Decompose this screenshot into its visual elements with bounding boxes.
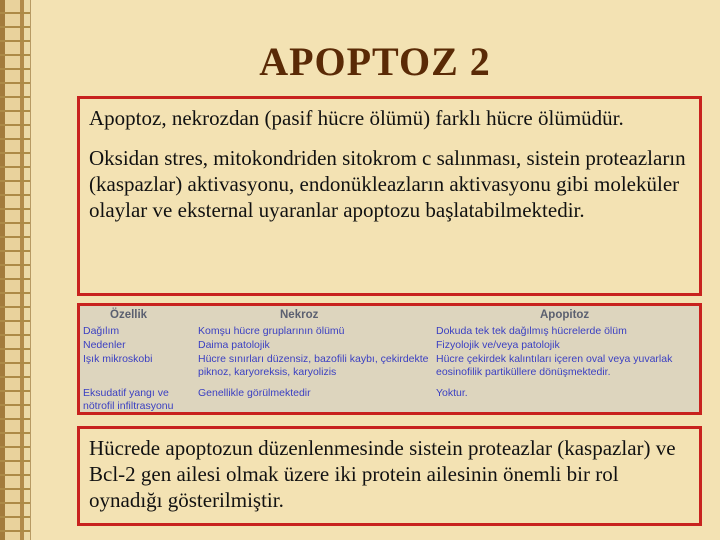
table-cell: Dokuda tek tek dağılmış hücrelerde ölüm: [436, 325, 627, 337]
conclusion-text-box: [77, 426, 702, 526]
table-header-apoptosis: Apopitoz: [540, 309, 590, 321]
paragraph-triggers: Oksidan stres, mitokondriden sitokrom c salınması, sistein proteazların (kaspazlar) aktivasyonu, endonükleazların aktivasyonu gibi moleküler olaylar ve eksternal uyaranlar apoptozu başlatabilmektedir.: [89, 146, 686, 222]
table-cell: Yoktur.: [436, 387, 468, 399]
table-header-necrosis: Nekroz: [280, 309, 319, 321]
table-cell: Daima patolojik: [198, 339, 270, 351]
table-cell: Dağılım: [83, 325, 120, 337]
table-cell: Eksudatif yangı ve nötrofil infiltrasyonu: [83, 387, 174, 412]
table-cell: Işık mikroskobi: [83, 353, 153, 365]
paragraph-definition: Apoptoz, nekrozdan (pasif hücre ölümü) farklı hücre ölümüdür.: [89, 106, 624, 130]
slide-title: APOPTOZ 2: [259, 39, 491, 84]
table-cell: Fizyolojik ve/veya patolojik: [436, 339, 560, 351]
table-cell: Hücre sınırları düzensiz, bazofili kaybı, çekirdekte piknoz, karyoreksis, karyolizis: [198, 353, 429, 378]
table-cell: Hücre çekirdek kalıntıları içeren oval veya yuvarlak eosinofilik partiküllere dönüşmektedir.: [436, 353, 673, 378]
table-cell: Nedenler: [83, 339, 126, 351]
comparison-table-image: [77, 303, 702, 415]
paragraph-regulation: Hücrede apoptozun düzenlenmesinde sistein proteazlar (kaspazlar) ve Bcl-2 gen ailesi olmak üzere iki protein ailesinin önemli bir rol oynadığı gösterilmiştir.: [89, 436, 676, 512]
table-cell: Genellikle görülmektedir: [198, 387, 311, 399]
table-header-feature: Özellik: [110, 309, 148, 321]
intro-text-box: [77, 96, 702, 296]
decorative-left-border: [0, 0, 31, 540]
table-cell: Komşu hücre gruplarının ölümü: [198, 325, 345, 337]
